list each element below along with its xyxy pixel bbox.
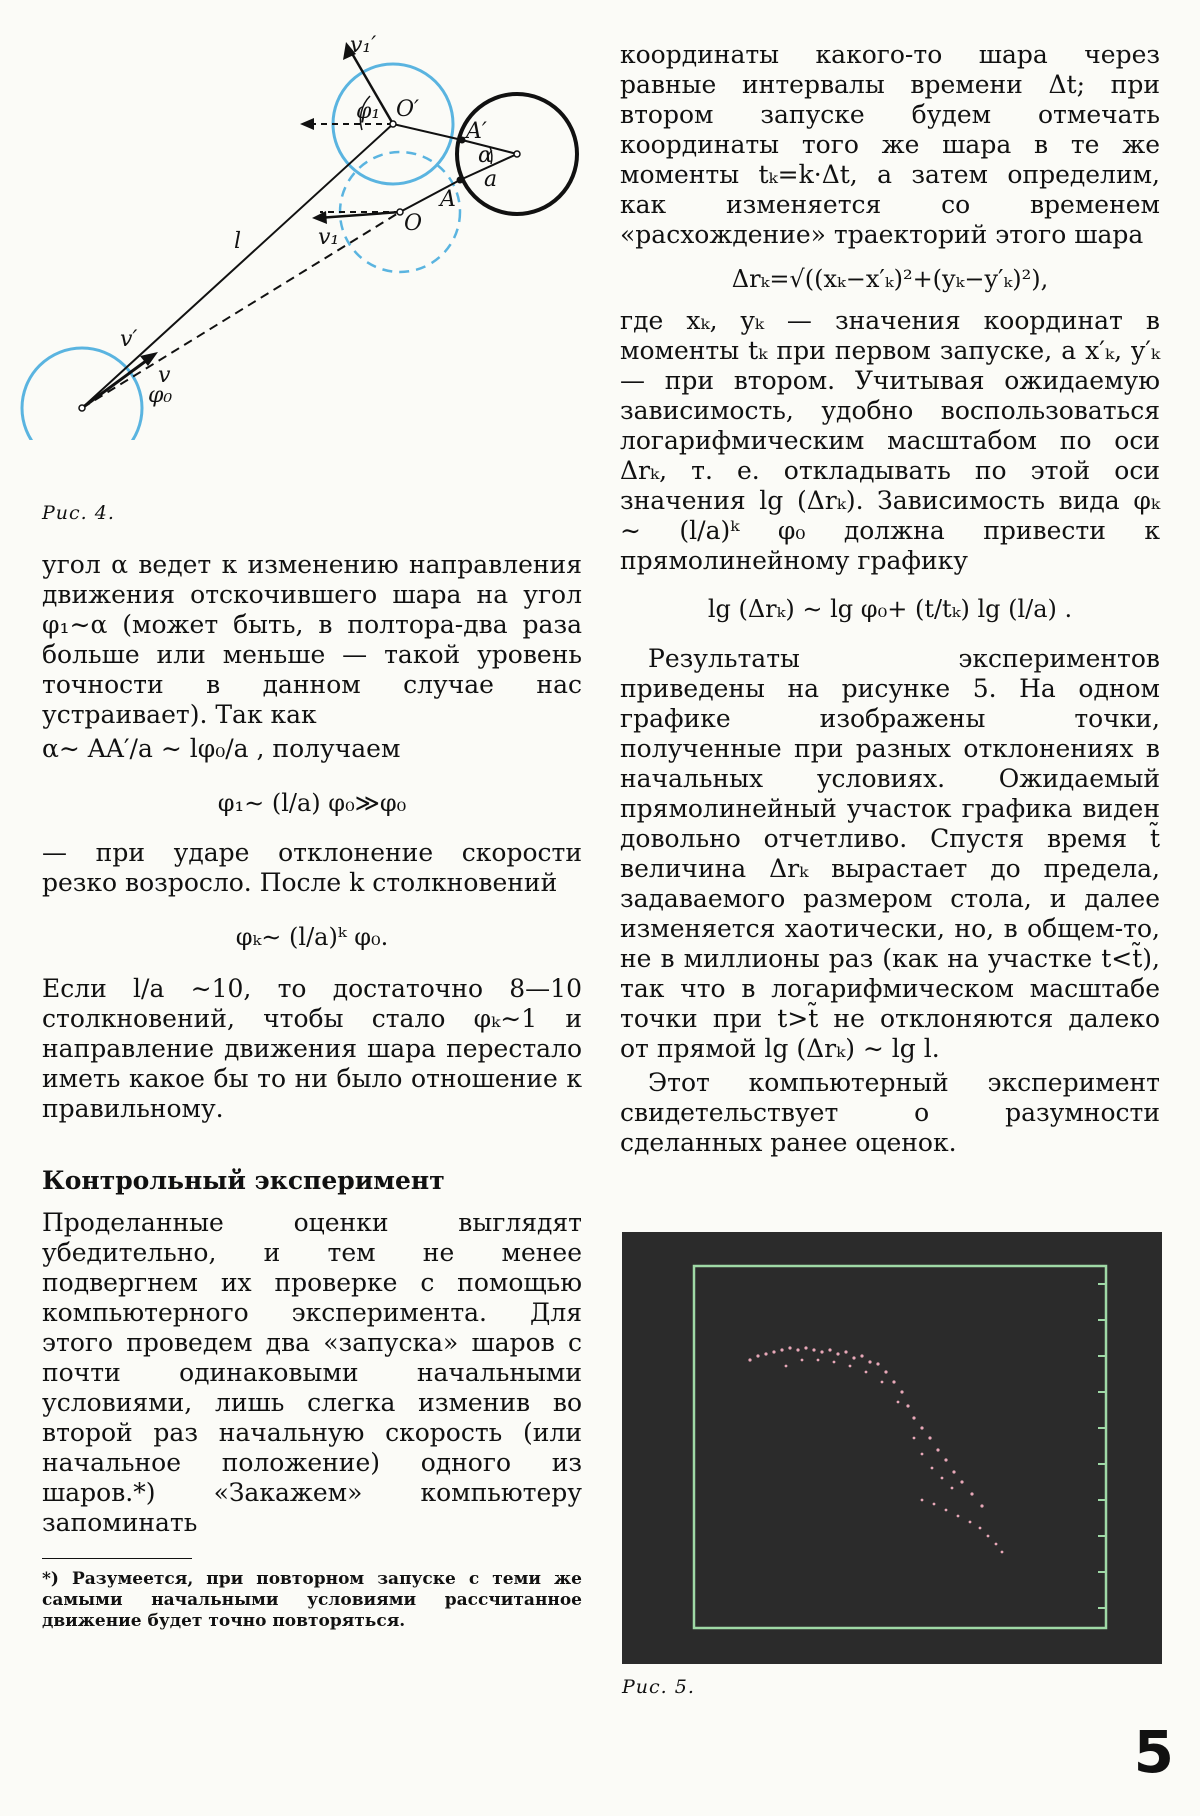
- point-Ap: [459, 137, 466, 144]
- label-v1: v₁: [318, 225, 340, 250]
- page-number: 5: [1133, 1718, 1174, 1786]
- formula-delta-r: Δrₖ=√((xₖ−x′ₖ)²+(yₖ−y′ₖ)²),: [731, 265, 1049, 293]
- right-paragraph-2: где xₖ, yₖ — значения координат в моменты tₖ при первом запуске, а x′ₖ, y′ₖ— при втором. Учитывая ожидаемую зависимость, удобно воспользоваться логарифмическим масштабом по оси Δrₖ, т. е. откладывать по этой оси значения lg (Δrₖ). Зависимость вида φₖ ∼ (l/a)ᵏ φ₀ должна привести к прямолинейному графику: [620, 306, 1160, 575]
- left-paragraph-2: α∼ AA′/a ∼ lφ₀/a , получаем: [42, 734, 401, 763]
- label-a: a: [484, 167, 498, 192]
- formula-phik: φₖ∼ (l/a)ᵏ φ₀.: [235, 923, 389, 951]
- footnote-rule: [42, 1558, 192, 1559]
- formula-phi1: φ₁∼ (l/a) φ₀≫φ₀: [217, 789, 407, 817]
- section-heading: Контрольный эксперимент: [42, 1166, 445, 1195]
- right-paragraph-3: Результаты экспериментов приведены на рисунке 5. На одном графике изображены точки, полученные при разных отклонениях в начальных условиях. Ожидаемый прямолинейный участок графика виден довольно отчетливо. Спустя время t̃ величина Δrₖ вырастает до предела, задаваемого размером стола, и далее изменяется хаотически, но, в общем-то, не в миллионы раз (как на участке t<t̃), так что в логарифмическом масштабе точки при t>t̃ не отклоняются далеко от прямой lg (Δrₖ) ∼ lg l.: [620, 644, 1160, 1063]
- ball-origin-circle: [22, 348, 142, 440]
- figure-5-plot: [622, 1232, 1162, 1664]
- figure-5-caption: Рис. 5.: [622, 1676, 695, 1698]
- left-paragraph-5: Проделанные оценки выглядят убедительно, и тем не менее подвергнем их проверке с помощью компьютерного эксперимента. Для этого проведем два «запуска» шаров с почти одинаковыми начальными условиями, лишь слегка изменив во второй раз начальную скорость (или начальное положение) одного из шаров.*) «Закажем» компьютеру запоминать: [42, 1208, 582, 1537]
- label-vp: v′: [120, 327, 138, 352]
- left-paragraph-4: Если l/a ∼10, то достаточно 8—10 столкновений, чтобы стало φₖ∼1 и направление движения шара перестало иметь какое бы то ни было отношение к правильному.: [42, 974, 582, 1123]
- arrow-v-origin: [82, 358, 150, 408]
- arrowhead-left-upper: [300, 118, 314, 130]
- left-paragraph-3: — при ударе отклонение скорости резко возросло. После k столкновений: [42, 838, 582, 897]
- label-v1p: v₁′: [350, 33, 377, 58]
- label-Ap: A′: [466, 119, 487, 144]
- figure-4-diagram: [0, 0, 600, 440]
- label-v: v: [158, 363, 171, 388]
- label-Op: O′: [396, 97, 420, 122]
- label-l: l: [234, 229, 242, 254]
- right-paragraph-1: координаты какого-то шара через равные интервалы времени Δt; при втором запуске будем отмечать координаты того же шара в те же моменты tₖ=k·Δt, а затем определим, как изменяется со временем «расхождение» траекторий этого шара: [620, 40, 1160, 249]
- trajectory-solid: [82, 124, 393, 408]
- footnote: *) Разумеется, при повторном запуске с теми же самыми начальными условиями рассчитанное движение будет точно повторяться.: [42, 1569, 582, 1631]
- label-alpha: α: [478, 143, 493, 168]
- label-O: O: [404, 211, 423, 236]
- formula-lg: lg (Δrₖ) ∼ lg φ₀+ (t/tₖ) lg (l/a) .: [707, 595, 1073, 623]
- screen-background: [622, 1232, 1162, 1664]
- left-paragraph-1: угол α ведет к изменению направления движения отскочившего шара на угол φ₁∼α (может быть, в полтора-два раза больше или меньше — такой уровень точности в данном случае нас устраивает). Так как: [42, 550, 582, 729]
- label-phi0: φ₀: [148, 383, 173, 408]
- figure-4-caption: Рис. 4.: [42, 502, 115, 524]
- label-phi1: φ₁: [356, 99, 381, 124]
- point-origin: [79, 405, 85, 411]
- point-A: [457, 177, 464, 184]
- label-A: A: [440, 187, 456, 212]
- arrowhead-v1: [312, 211, 327, 224]
- point-O: [397, 209, 403, 215]
- point-center: [514, 151, 520, 157]
- right-paragraph-4: Этот компьютерный эксперимент свидетельствует о разумности сделанных ранее оценок.: [620, 1068, 1160, 1157]
